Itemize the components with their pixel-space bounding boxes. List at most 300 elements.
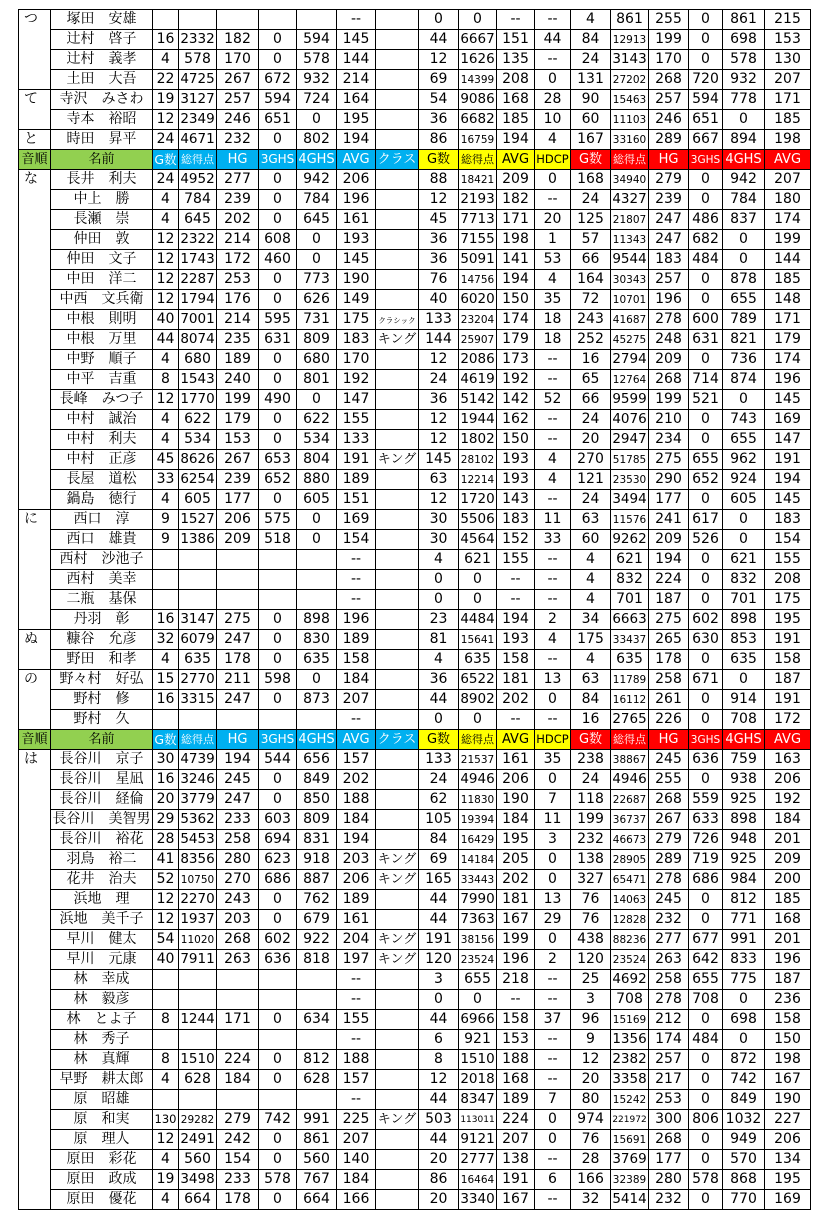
b1-high-game-cell <box>217 370 259 390</box>
b2-total-cell <box>459 830 497 850</box>
b2-hdcp-cell <box>535 1030 571 1050</box>
player-name: 長谷川 美智男 <box>52 811 151 827</box>
b2-games-value: 69 <box>429 71 448 87</box>
b2-avg-value: 179 <box>502 331 529 347</box>
b1-4g-high-cell <box>297 450 337 470</box>
b1-total-cell <box>179 930 217 950</box>
b1-3g-high-cell <box>259 190 297 210</box>
b3-4g-high-value: 984 <box>730 871 757 887</box>
player-name: 林 幸成 <box>73 971 130 987</box>
b3-games-cell <box>571 130 611 150</box>
b3-3g-high-value: 526 <box>692 531 719 547</box>
b1-3g-high-cell <box>259 690 297 710</box>
player-name: 長瀬 崇 <box>73 211 130 227</box>
kana-cell <box>19 330 51 350</box>
player-name: 中村 利夫 <box>66 431 137 447</box>
b2-games-cell <box>419 1090 459 1110</box>
b2-total-cell <box>459 330 497 350</box>
b2-total-cell <box>459 1150 497 1170</box>
b1-total-value: 645 <box>184 211 211 227</box>
b1-total-value: 578 <box>184 51 211 67</box>
b1-avg-cell <box>337 1190 376 1210</box>
b3-total-cell <box>611 1190 649 1210</box>
b1-games-value: 8 <box>161 371 170 387</box>
b3-high-game-cell <box>649 750 689 770</box>
b3-3g-high-cell <box>689 970 723 990</box>
b2-hdcp-cell <box>535 390 571 410</box>
b2-avg-cell <box>497 570 535 590</box>
header-label: 総得点 <box>181 733 214 746</box>
b1-games-cell <box>153 210 179 230</box>
b3-3g-high-value: 484 <box>692 1031 719 1047</box>
b3-games-cell <box>571 710 611 730</box>
b3-3g-high-value: 651 <box>692 111 719 127</box>
b3-games-value: 9 <box>586 1031 595 1047</box>
b2-hdcp-cell <box>535 310 571 330</box>
b3-total-value: 9262 <box>612 531 647 547</box>
b3-total-value: 38867 <box>612 753 647 766</box>
b1-games-cell <box>153 1130 179 1150</box>
b3-high-game-cell <box>649 250 689 270</box>
name-cell <box>51 90 153 110</box>
b3-4g-high-cell <box>723 50 765 70</box>
b2-games-value: 86 <box>429 1171 448 1187</box>
b1-class-value: キング <box>377 332 417 347</box>
b3-4g-high-cell <box>723 1010 765 1030</box>
b3-avg-cell <box>765 850 811 870</box>
b3-games-value: 63 <box>581 671 600 687</box>
header-label: 3GHS <box>690 733 721 746</box>
b3-avg-value: 195 <box>774 611 801 627</box>
b2-hdcp-value: -- <box>547 1071 558 1087</box>
b3-high-game-value: 255 <box>655 771 682 787</box>
b2-games-value: 0 <box>434 11 443 27</box>
b3-3g-high-value: 0 <box>701 1091 710 1107</box>
b1-total-value: 784 <box>184 191 211 207</box>
kana-cell <box>19 1150 51 1170</box>
b3-avg-value: 187 <box>774 971 801 987</box>
header-label: AVG <box>342 732 370 747</box>
b3-high-game-value: 278 <box>655 991 682 1007</box>
b1-total-cell <box>179 630 217 650</box>
player-name: 仲田 敦 <box>73 231 130 247</box>
b1-4g-high-cell <box>297 310 337 330</box>
b1-4g-high-cell <box>297 1090 337 1110</box>
b1-total-value: 1743 <box>180 251 215 267</box>
b1-avg-cell <box>337 10 376 30</box>
b3-4g-high-value: 784 <box>730 191 757 207</box>
b2-hdcp-value: 4 <box>548 631 557 647</box>
b1-high-game-value: 267 <box>224 451 251 467</box>
b1-avg-value: 194 <box>342 831 370 847</box>
b3-games-value: 57 <box>581 231 600 247</box>
b1-total-value: 622 <box>184 411 211 427</box>
b2-games-value: 36 <box>429 671 448 687</box>
name-cell <box>51 1090 153 1110</box>
b3-3g-high-cell <box>689 810 723 830</box>
b3-avg-value: 191 <box>774 451 801 467</box>
b2-games-value: 12 <box>429 411 448 427</box>
b3-3g-high-value: 633 <box>692 811 719 827</box>
b2-total-cell <box>459 950 497 970</box>
b1-4g-high-value: 861 <box>303 1131 330 1147</box>
b2-total-cell <box>459 1030 497 1050</box>
b3-4g-high-cell <box>723 630 765 650</box>
b3-total-value: 22687 <box>612 793 647 806</box>
b2-hdcp-cell <box>535 530 571 550</box>
b1-high-game-cell <box>217 670 259 690</box>
b3-3g-high-cell <box>689 410 723 430</box>
kana-cell <box>19 1090 51 1110</box>
b1-4g-high-cell <box>297 610 337 630</box>
b2-total-value: 21537 <box>460 753 495 766</box>
b3-games-cell <box>571 10 611 30</box>
header-b1-4g-high <box>297 730 337 750</box>
b3-high-game-cell <box>649 1010 689 1030</box>
kana-cell <box>19 30 51 50</box>
b3-avg-cell <box>765 390 811 410</box>
b2-games-value: 12 <box>429 431 448 447</box>
b1-3g-high-cell <box>259 650 297 670</box>
b1-3g-high-value: 0 <box>273 171 282 187</box>
b3-3g-high-value: 630 <box>692 631 719 647</box>
name-cell <box>51 550 153 570</box>
b1-high-game-cell <box>217 470 259 490</box>
b2-hdcp-value: 4 <box>548 451 557 467</box>
b1-high-game-value: 170 <box>224 51 251 67</box>
b1-high-game-value: 245 <box>224 771 251 787</box>
kana-cell <box>19 510 51 530</box>
b3-4g-high-cell <box>723 350 765 370</box>
b1-4g-high-value: 773 <box>303 271 330 287</box>
b2-games-value: 503 <box>425 1111 452 1127</box>
b3-high-game-value: 257 <box>655 91 682 107</box>
header-label: 3GHS <box>260 152 295 166</box>
b3-high-game-value: 170 <box>655 51 682 67</box>
b1-3g-high-cell <box>259 410 297 430</box>
b1-games-cell <box>153 1030 179 1050</box>
b3-games-value: 4 <box>586 551 595 567</box>
b1-class-cell <box>376 1090 419 1110</box>
b3-high-game-cell <box>649 910 689 930</box>
b3-4g-high-cell <box>723 1070 765 1090</box>
b3-high-game-cell <box>649 950 689 970</box>
table-row <box>19 1070 811 1090</box>
b1-games-cell <box>153 90 179 110</box>
b1-class-cell <box>376 450 419 470</box>
b3-4g-high-cell <box>723 570 765 590</box>
kana-cell <box>19 670 51 690</box>
b1-4g-high-cell <box>297 750 337 770</box>
b1-high-game-cell <box>217 630 259 650</box>
b1-avg-cell <box>337 230 376 250</box>
b3-total-value: 15242 <box>612 1093 647 1106</box>
b3-total-cell <box>611 810 649 830</box>
table-row <box>19 230 811 250</box>
b1-avg-value: 164 <box>342 91 370 107</box>
b3-4g-high-value: 991 <box>730 931 757 947</box>
b3-total-cell <box>611 410 649 430</box>
b3-games-value: 438 <box>577 931 604 947</box>
b2-avg-cell <box>497 1110 535 1130</box>
b2-total-cell <box>459 10 497 30</box>
b2-avg-value: -- <box>510 711 521 727</box>
b3-avg-value: 184 <box>774 811 801 827</box>
b2-total-value: 16464 <box>460 1173 495 1186</box>
b3-high-game-value: 277 <box>655 931 682 947</box>
b1-games-value: 4 <box>161 51 170 67</box>
b2-total-cell <box>459 490 497 510</box>
kana-cell <box>19 470 51 490</box>
b1-high-game-cell <box>217 30 259 50</box>
b2-avg-value: 218 <box>502 971 529 987</box>
b2-games-cell <box>419 810 459 830</box>
b1-3g-high-cell <box>259 490 297 510</box>
b1-avg-value: -- <box>350 711 362 727</box>
b2-avg-value: 158 <box>502 1011 529 1027</box>
b3-games-cell <box>571 1170 611 1190</box>
b1-4g-high-value: 0 <box>312 391 321 407</box>
b2-avg-cell <box>497 130 535 150</box>
b1-high-game-cell <box>217 1030 259 1050</box>
b2-avg-cell <box>497 110 535 130</box>
b2-avg-value: 207 <box>502 1131 529 1147</box>
b1-total-cell <box>179 1070 217 1090</box>
b2-avg-cell <box>497 790 535 810</box>
b3-total-cell <box>611 1150 649 1170</box>
b3-total-value: 861 <box>616 11 643 27</box>
b3-3g-high-value: 0 <box>701 891 710 907</box>
b3-3g-high-cell <box>689 350 723 370</box>
b3-total-cell <box>611 770 649 790</box>
b3-high-game-cell <box>649 890 689 910</box>
b3-games-cell <box>571 30 611 50</box>
b2-hdcp-cell <box>535 1130 571 1150</box>
b1-3g-high-value: 631 <box>264 331 291 347</box>
b1-total-value: 2287 <box>180 271 215 287</box>
b3-avg-value: 153 <box>774 31 801 47</box>
b2-total-cell <box>459 870 497 890</box>
b1-games-cell <box>153 650 179 670</box>
b2-total-value: 7713 <box>460 211 495 227</box>
b2-hdcp-value: 10 <box>543 111 562 127</box>
b1-games-value: 12 <box>156 1131 175 1147</box>
b3-avg-cell <box>765 630 811 650</box>
b1-high-game-value: 268 <box>224 931 251 947</box>
b3-3g-high-cell <box>689 670 723 690</box>
b1-class-cell <box>376 870 419 890</box>
b1-3g-high-cell <box>259 790 297 810</box>
b2-hdcp-cell <box>535 1190 571 1210</box>
b3-games-value: 24 <box>581 491 600 507</box>
name-cell <box>51 690 153 710</box>
b3-games-value: 20 <box>581 1071 600 1087</box>
b3-avg-cell <box>765 210 811 230</box>
kana-cell <box>19 770 51 790</box>
kana-cell <box>19 1030 51 1050</box>
b3-total-value: 3143 <box>612 51 647 67</box>
b3-3g-high-cell <box>689 490 723 510</box>
kana-cell <box>19 490 51 510</box>
b1-games-cell <box>153 850 179 870</box>
b3-games-cell <box>571 950 611 970</box>
b3-high-game-cell <box>649 10 689 30</box>
b1-4g-high-value: 534 <box>303 431 330 447</box>
b2-avg-value: 202 <box>502 691 529 707</box>
b1-3g-high-value: 0 <box>273 271 282 287</box>
b1-avg-value: 189 <box>342 891 370 907</box>
b3-3g-high-cell <box>689 310 723 330</box>
header-b3-3g-high <box>689 150 723 170</box>
b2-hdcp-value: 53 <box>543 251 562 267</box>
b3-games-cell <box>571 1050 611 1070</box>
b1-avg-cell <box>337 1090 376 1110</box>
b1-avg-cell <box>337 1050 376 1070</box>
b1-games-cell <box>153 530 179 550</box>
b1-3g-high-cell <box>259 1030 297 1050</box>
b2-avg-value: 183 <box>502 511 529 527</box>
b2-games-cell <box>419 750 459 770</box>
b3-3g-high-cell <box>689 1190 723 1210</box>
b1-class-cell <box>376 250 419 270</box>
b1-4g-high-value: 731 <box>303 311 330 327</box>
b1-3g-high-cell <box>259 710 297 730</box>
b2-total-value: 4484 <box>460 611 495 627</box>
b1-games-value: 4 <box>161 1191 170 1207</box>
b1-avg-cell <box>337 770 376 790</box>
b3-total-cell <box>611 790 649 810</box>
b3-4g-high-value: 898 <box>730 611 757 627</box>
b1-class-cell <box>376 30 419 50</box>
b1-games-cell <box>153 1170 179 1190</box>
b3-avg-value: 206 <box>774 771 801 787</box>
b3-3g-high-value: 655 <box>692 451 719 467</box>
b2-avg-value: 135 <box>502 51 529 67</box>
b2-avg-value: 167 <box>502 911 529 927</box>
b2-hdcp-cell <box>535 830 571 850</box>
b2-games-value: 0 <box>434 591 443 607</box>
b1-4g-high-cell <box>297 590 337 610</box>
header-b1-4g-high <box>297 150 337 170</box>
b1-avg-value: 225 <box>342 1111 370 1127</box>
b3-avg-value: 175 <box>774 591 801 607</box>
b2-total-cell <box>459 370 497 390</box>
header-label: 4GHS <box>725 152 762 167</box>
b1-class-cell <box>376 1030 419 1050</box>
b1-avg-cell <box>337 390 376 410</box>
b2-avg-cell <box>497 590 535 610</box>
b1-games-value: 4 <box>161 651 170 667</box>
name-cell <box>51 230 153 250</box>
b1-total-cell <box>179 170 217 190</box>
b2-avg-cell <box>497 30 535 50</box>
b1-games-cell <box>153 430 179 450</box>
b3-avg-cell <box>765 410 811 430</box>
b3-4g-high-value: 0 <box>739 511 748 527</box>
b1-class-cell <box>376 930 419 950</box>
b1-total-cell <box>179 710 217 730</box>
b1-class-cell <box>376 170 419 190</box>
b2-games-value: 120 <box>425 951 452 967</box>
b2-avg-cell <box>497 350 535 370</box>
b1-4g-high-value: 594 <box>303 31 330 47</box>
b3-high-game-cell <box>649 510 689 530</box>
b1-total-cell <box>179 230 217 250</box>
b3-total-cell <box>611 510 649 530</box>
b1-total-value: 2770 <box>180 671 215 687</box>
b3-4g-high-value: 872 <box>730 1051 757 1067</box>
b3-high-game-value: 247 <box>655 211 682 227</box>
b3-4g-high-value: 932 <box>730 71 757 87</box>
b2-hdcp-cell <box>535 1170 571 1190</box>
b3-3g-high-value: 719 <box>692 851 719 867</box>
b3-4g-high-cell <box>723 270 765 290</box>
header-label: AVG <box>773 152 802 167</box>
b1-avg-cell <box>337 1150 376 1170</box>
name-cell <box>51 50 153 70</box>
b3-4g-high-value: 698 <box>730 1011 757 1027</box>
b3-3g-high-value: 708 <box>692 991 719 1007</box>
b1-high-game-value: 172 <box>224 251 251 267</box>
b3-high-game-cell <box>649 790 689 810</box>
name-cell <box>51 1150 153 1170</box>
b2-avg-cell <box>497 1170 535 1190</box>
b2-avg-cell <box>497 430 535 450</box>
b1-3g-high-cell <box>259 310 297 330</box>
kana-label: な <box>24 171 38 188</box>
b1-games-cell <box>153 30 179 50</box>
b3-3g-high-cell <box>689 710 723 730</box>
b3-high-game-value: 289 <box>655 131 682 147</box>
b2-total-value: 8902 <box>460 691 495 707</box>
header-b1-high-game <box>217 150 259 170</box>
name-cell <box>51 510 153 530</box>
b3-avg-value: 185 <box>774 111 801 127</box>
table-row <box>19 190 811 210</box>
b3-games-cell <box>571 530 611 550</box>
b1-4g-high-value: 0 <box>312 231 321 247</box>
b2-total-cell <box>459 510 497 530</box>
table-row <box>19 590 811 610</box>
b1-avg-cell <box>337 870 376 890</box>
b3-total-value: 23524 <box>612 953 647 966</box>
b1-games-value: 54 <box>156 931 175 947</box>
b2-games-cell <box>419 450 459 470</box>
b2-total-value: 5142 <box>460 391 495 407</box>
b3-total-cell <box>611 670 649 690</box>
name-cell <box>51 590 153 610</box>
b3-avg-value: 200 <box>774 871 801 887</box>
b1-3g-high-cell <box>259 970 297 990</box>
b3-avg-value: 227 <box>774 1111 801 1127</box>
b1-class-value: キング <box>377 852 417 867</box>
b2-games-cell <box>419 850 459 870</box>
b1-3g-high-cell <box>259 910 297 930</box>
b1-high-game-cell <box>217 510 259 530</box>
b3-total-value: 11103 <box>612 113 647 126</box>
header-label: 4GHS <box>725 732 762 747</box>
b3-4g-high-value: 878 <box>730 271 757 287</box>
b3-3g-high-value: 677 <box>692 931 719 947</box>
b2-hdcp-cell <box>535 70 571 90</box>
b3-avg-value: 179 <box>774 331 801 347</box>
b1-4g-high-cell <box>297 650 337 670</box>
b3-total-value: 621 <box>616 551 643 567</box>
b3-4g-high-cell <box>723 370 765 390</box>
name-cell <box>51 490 153 510</box>
b1-avg-value: 188 <box>342 791 370 807</box>
b1-3g-high-value: 544 <box>264 751 291 767</box>
